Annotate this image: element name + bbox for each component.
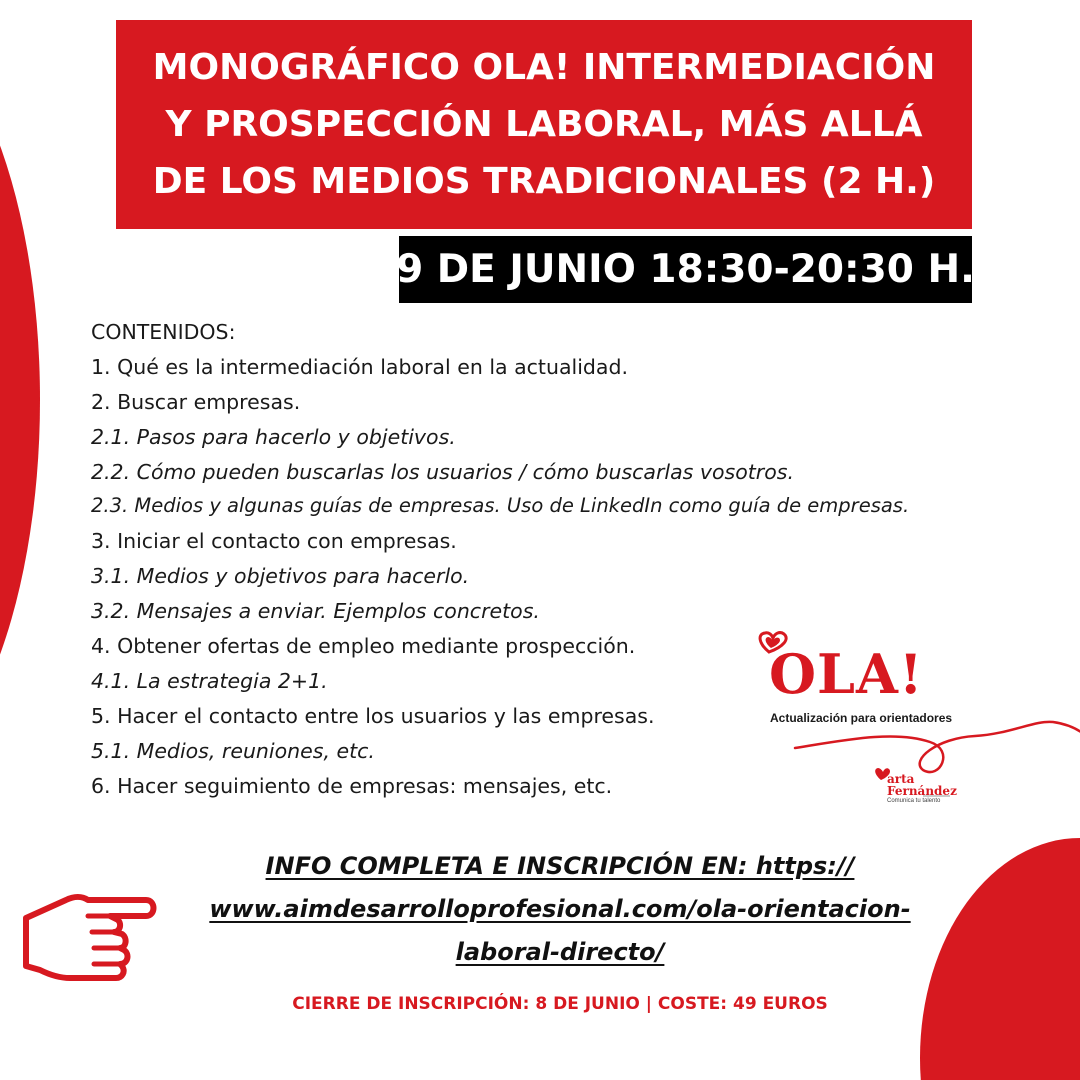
list-subitem: 2.2. Cómo pueden buscarlas los usuarios / cómo buscarlas vosotros. [91, 459, 794, 484]
ola-logo [755, 630, 1080, 810]
signature-name [887, 773, 957, 797]
page-title [153, 39, 936, 210]
list-item: 3. Iniciar el contacto con empresas. [91, 529, 457, 554]
link-line[interactable]: www.aimdesarrolloprofesional.com/ola-orientacion- [209, 895, 911, 923]
signature-subtitle: Comunica tu talento [887, 798, 941, 804]
closing-info: CIERRE DE INSCRIPCIÓN: 8 DE JUNIO | COSTE: 49 EUROS [292, 994, 828, 1014]
event-date: 9 DE JUNIO 18:30-20:30 H. [396, 247, 975, 292]
title-line: MONOGRÁFICO OLA! INTERMEDIACIÓN [152, 47, 936, 88]
list-subitem: 3.2. Mensajes a enviar. Ejemplos concretos. [91, 599, 540, 624]
contents-heading: CONTENIDOS: [91, 320, 236, 344]
list-subitem: 4.1. La estrategia 2+1. [91, 668, 328, 693]
list-item: 6. Hacer seguimiento de empresas: mensajes, etc. [91, 773, 613, 798]
list-subitem: 2.3. Medios y algunas guías de empresas. Uso de LinkedIn como guía de empresas. [91, 494, 910, 518]
signature-line: Fernández [887, 784, 957, 798]
registration-link[interactable] [180, 845, 940, 974]
link-line[interactable]: laboral-directo/ [455, 938, 665, 966]
logo-name: OLA! [769, 642, 924, 706]
decorative-red-shape-left [0, 5, 40, 795]
list-subitem: 2.1. Pasos para hacerlo y objetivos. [91, 424, 456, 449]
title-line: DE LOS MEDIOS TRADICIONALES (2 H.) [152, 161, 936, 202]
title-banner [116, 20, 972, 229]
signature-line: arta [887, 772, 915, 786]
list-subitem: 3.1. Medios y objetivos para hacerlo. [91, 564, 470, 589]
decorative-red-shape-right [920, 838, 1080, 1080]
list-item: 5. Hacer el contacto entre los usuarios y las empresas. [91, 703, 655, 728]
list-item: 4. Obtener ofertas de empleo mediante prospección. [91, 634, 636, 659]
list-item: 2. Buscar empresas. [91, 389, 301, 414]
logo-tagline: Actualización para orientadores [770, 711, 953, 725]
list-subitem: 5.1. Medios, reuniones, etc. [91, 738, 375, 763]
list-item: 1. Qué es la intermediación laboral en la actualidad. [91, 354, 629, 379]
date-banner [396, 236, 975, 303]
title-line: Y PROSPECCIÓN LABORAL, MÁS ALLÁ [165, 104, 923, 145]
link-line[interactable]: INFO COMPLETA E INSCRIPCIÓN EN: https:// [265, 852, 855, 880]
pointing-hand-icon [18, 878, 163, 996]
